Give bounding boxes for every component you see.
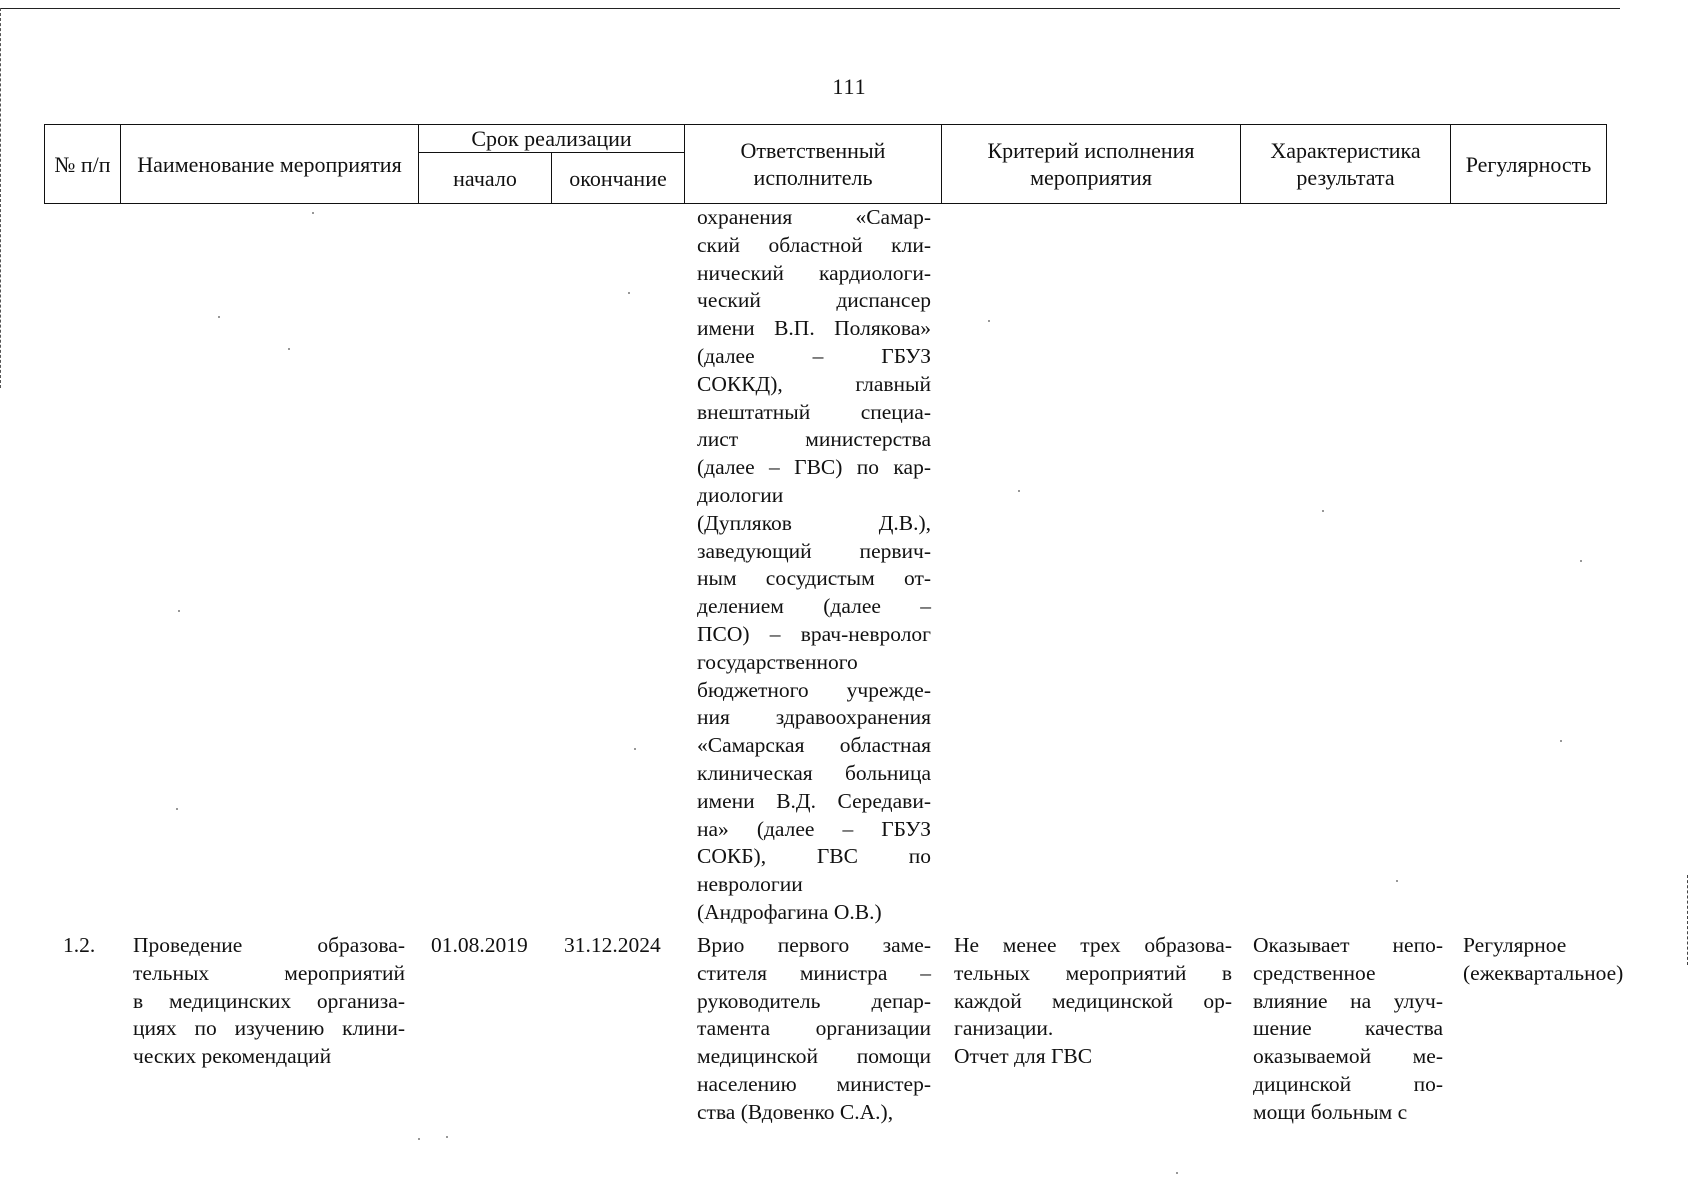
text-line: Регулярное (1463, 933, 1567, 957)
row-1-2-end-date: 31.12.2024 (564, 933, 661, 957)
text-line: в медицинских организа- (133, 988, 405, 1013)
responsible-continuation (697, 204, 931, 927)
text-line: мощи больным с (1253, 1099, 1408, 1124)
scan-right-mark (1687, 875, 1688, 965)
row-1-2-regularity (1463, 932, 1663, 988)
text-line: клиническая больница (697, 760, 931, 785)
text-line: нический кардиологи- (697, 260, 931, 285)
text-line: циях по изучению клини- (133, 1016, 405, 1041)
header-characteristic: Характеристика результата (1241, 125, 1451, 204)
text-line: лист министерства (697, 427, 931, 452)
text-line: тамента организации (697, 1016, 931, 1041)
header-responsible: Ответственный исполнитель (685, 125, 942, 204)
scan-left-border (0, 8, 1, 388)
text-line: дицинской по- (1253, 1071, 1443, 1096)
text-line: влияние на улуч- (1253, 988, 1443, 1013)
text-line: тельных мероприятий (133, 960, 405, 985)
text-line: шение качества (1253, 1016, 1443, 1041)
text-line: охранения «Самар- (697, 205, 931, 229)
scan-speck (288, 348, 290, 350)
text-line: (ежеквартальное) (1463, 960, 1624, 985)
text-line: (Андрофагина О.В.) (697, 899, 882, 924)
text-line: СОКБ), ГВС по (697, 844, 931, 869)
header-start: начало (419, 153, 552, 204)
text-line: заведующий первич- (697, 538, 931, 563)
text-line: (далее – ГВС) по кар- (697, 455, 931, 480)
header-term: Срок реализации (419, 125, 685, 153)
scan-speck (178, 610, 180, 612)
text-line: тельных мероприятий в (954, 960, 1232, 985)
text-line: (Дупляков Д.В.), (697, 510, 931, 535)
text-line: Проведение образова- (133, 933, 405, 957)
text-line: медицинской помощи (697, 1044, 931, 1069)
scan-speck (988, 320, 990, 322)
scan-speck (218, 316, 220, 318)
header-regularity: Регулярность (1451, 125, 1607, 204)
row-1-2-number: 1.2. (63, 933, 96, 957)
scan-speck (1018, 490, 1020, 492)
header-criterion: Критерий исполнения мероприятия (942, 125, 1241, 204)
text-line: ства (Вдовенко С.А.), (697, 1099, 894, 1124)
text-line: руководитель депар- (697, 988, 931, 1013)
row-1-2-responsible (697, 932, 931, 1127)
text-line: имени В.П. Полякова» (697, 316, 931, 341)
text-line: делением (далее – (697, 594, 931, 619)
table-header (44, 124, 1607, 204)
text-line: Врио первого заме- (697, 933, 931, 957)
scan-top-border (0, 8, 1620, 9)
text-line: внештатный специа- (697, 399, 931, 424)
scan-speck (634, 748, 636, 750)
scan-speck (1396, 880, 1398, 882)
page-number: 111 (832, 74, 867, 99)
row-1-2-characteristic (1253, 932, 1443, 1127)
header-name: Наименование мероприятия (121, 125, 419, 204)
row-1-2-criterion (954, 932, 1232, 1071)
text-line: ческих рекомендаций (133, 1044, 332, 1069)
text-line: средственное (1253, 960, 1376, 985)
scan-speck (446, 1136, 448, 1138)
header-num: № п/п (45, 125, 121, 204)
scan-speck (1322, 510, 1324, 512)
text-line: каждой медицинской ор- (954, 988, 1232, 1013)
text-line: государственного (697, 649, 858, 674)
text-line: имени В.Д. Середави- (697, 788, 931, 813)
scan-speck (1580, 560, 1582, 562)
text-line: Отчет для ГВС (954, 1044, 1093, 1069)
scan-speck (176, 808, 178, 810)
text-line: неврологии (697, 872, 803, 897)
row-1-2-start-date: 01.08.2019 (431, 933, 528, 957)
scan-speck (1560, 740, 1562, 742)
text-line: ным сосудистым от- (697, 566, 931, 591)
scan-speck (418, 1138, 420, 1140)
text-line: СОККД), главный (697, 371, 931, 396)
header-end: окончание (552, 153, 685, 204)
text-line: Не менее трех образова- (954, 933, 1232, 957)
scan-speck (628, 292, 630, 294)
text-line: населению министер- (697, 1071, 931, 1096)
scan-speck (1176, 1172, 1178, 1174)
text-line: ПСО) – врач-невролог (697, 621, 931, 646)
text-line: «Самарская областная (697, 733, 931, 758)
text-line: (далее – ГБУЗ (697, 343, 931, 368)
text-line: диологии (697, 482, 784, 507)
text-line: стителя министра – (697, 960, 931, 985)
text-line: бюджетного учрежде- (697, 677, 931, 702)
text-line: ганизации. (954, 1016, 1054, 1041)
text-line: оказываемой ме- (1253, 1044, 1443, 1069)
row-1-2-name (133, 932, 405, 1071)
text-line: Оказывает непо- (1253, 933, 1443, 957)
scan-speck (312, 212, 314, 214)
text-line: ский областной кли- (697, 232, 931, 257)
text-line: ческий диспансер (697, 288, 931, 313)
text-line: на» (далее – ГБУЗ (697, 816, 931, 841)
text-line: ния здравоохранения (697, 705, 931, 730)
